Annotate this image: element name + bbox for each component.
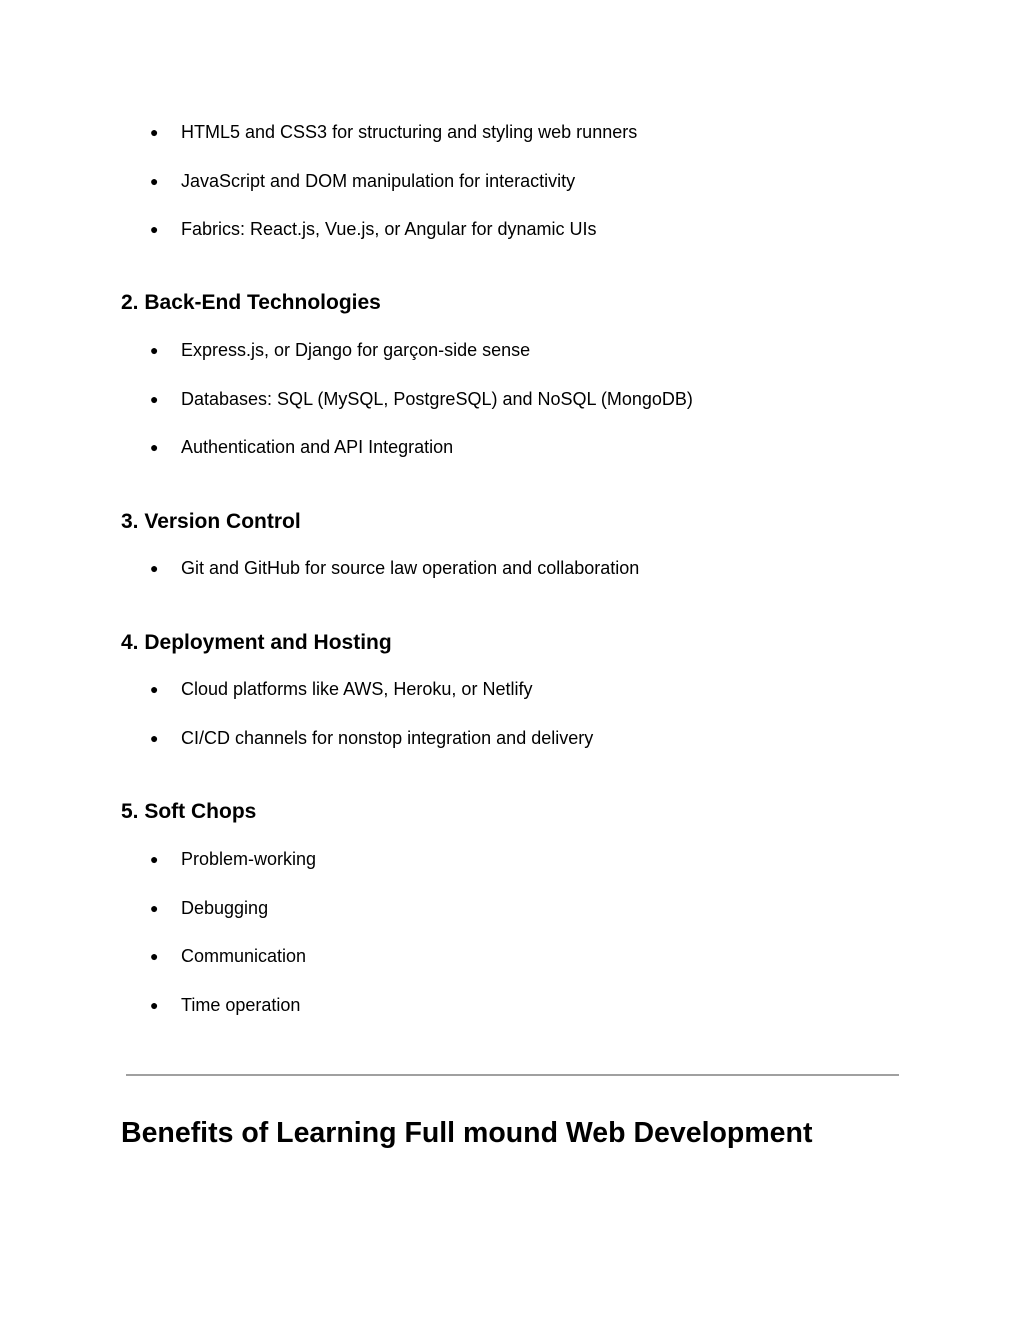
list-item	[150, 678, 970, 727]
list-item	[150, 727, 970, 776]
page-heading-benefits: Benefits of Learning Full mound Web Development	[121, 1117, 813, 1149]
bullet-icon: ●	[150, 948, 159, 965]
bullet-icon: ●	[150, 851, 159, 867]
bullet-icon: ●	[150, 899, 159, 916]
horizontal-divider	[126, 1074, 899, 1076]
list-item	[150, 945, 970, 994]
deployment-list	[150, 678, 970, 775]
bullet-icon: ●	[150, 439, 159, 456]
frontend-list	[150, 121, 970, 267]
version-control-list	[150, 557, 970, 606]
soft-skills-list	[150, 848, 970, 1043]
list-item	[150, 339, 970, 388]
bullet-icon: ●	[150, 390, 159, 407]
list-item	[150, 170, 970, 219]
list-item-text: Problem-working	[181, 849, 317, 869]
list-item-text: Cloud platforms like AWS, Heroku, or Netlify	[181, 679, 533, 699]
section-heading-backend: 2. Back-End Technologies	[121, 291, 381, 314]
list-item-text: CI/CD channels for nonstop integration and delivery	[181, 727, 594, 748]
list-item-text: JavaScript and DOM manipulation for interactivity	[181, 170, 576, 191]
list-item-text: Authentication and API Integration	[181, 437, 454, 458]
list-item-text: HTML5 and CSS3 for structuring and styling web runners	[181, 122, 638, 142]
bullet-icon: ●	[150, 997, 159, 1014]
list-item-text: Debugging	[181, 897, 269, 918]
section-heading-soft-skills: 5. Soft Chops	[121, 800, 257, 823]
list-item-text: Express.js, or Django for garçon-side sense	[181, 340, 531, 360]
bullet-icon: ●	[150, 124, 159, 140]
bullet-icon: ●	[150, 342, 159, 358]
list-item-text: Time operation	[181, 995, 301, 1016]
list-item	[150, 436, 970, 485]
section-heading-deployment: 4. Deployment and Hosting	[121, 631, 392, 654]
list-item	[150, 994, 970, 1043]
list-item-text: Fabrics: React.js, Vue.js, or Angular for dynamic UIs	[181, 219, 597, 240]
list-item-text: Git and GitHub for source law operation and collaboration	[181, 558, 640, 578]
bullet-icon: ●	[150, 221, 159, 238]
list-item	[150, 848, 970, 897]
list-item	[150, 897, 970, 946]
list-item	[150, 121, 970, 170]
list-item-text: Communication	[181, 946, 307, 967]
list-item	[150, 557, 970, 606]
list-item	[150, 388, 970, 437]
list-item	[150, 218, 970, 267]
backend-list	[150, 339, 970, 485]
bullet-icon: ●	[150, 560, 159, 576]
bullet-icon: ●	[150, 172, 159, 189]
bullet-icon: ●	[150, 729, 159, 746]
section-heading-version-control: 3. Version Control	[121, 510, 301, 533]
list-item-text: Databases: SQL (MySQL, PostgreSQL) and NoSQL (MongoDB)	[181, 388, 693, 409]
bullet-icon: ●	[150, 681, 159, 697]
